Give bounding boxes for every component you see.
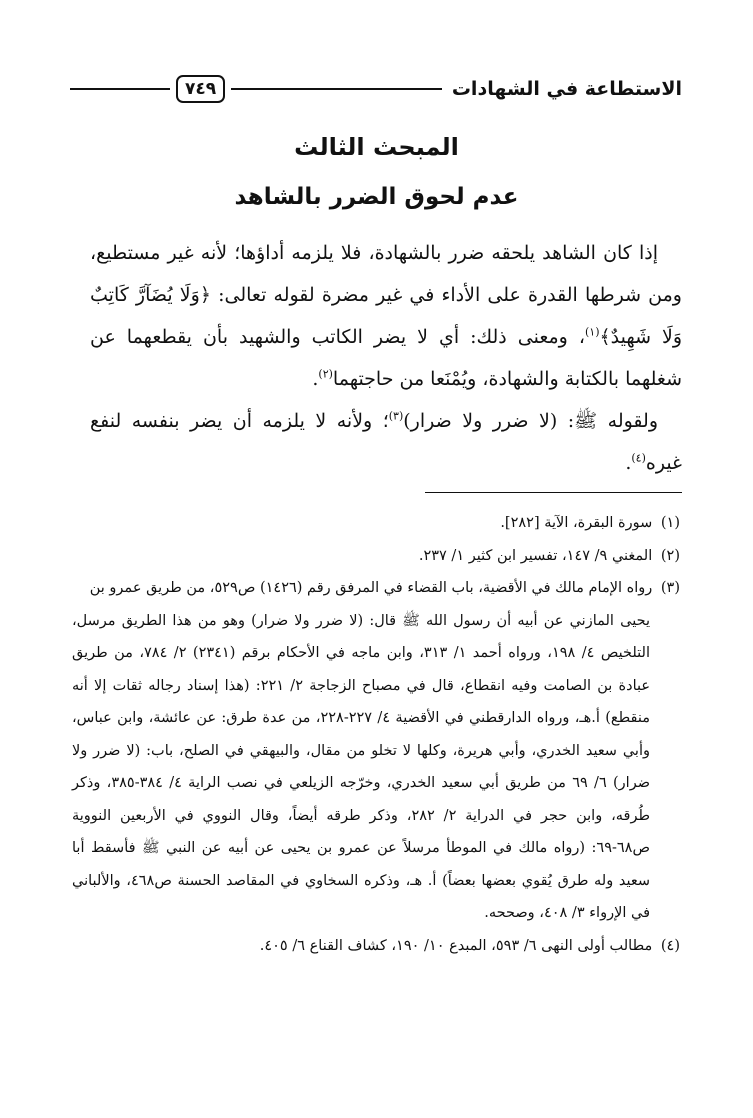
running-header: [70, 72, 682, 106]
section-title: المبحث الثالث: [294, 133, 459, 161]
paragraph-2-end: .: [625, 452, 632, 474]
footnote-ref-2: (٢): [318, 367, 333, 381]
header-rule-left: [70, 88, 170, 90]
footnote-text: مطالب أولى النهى ٦/ ٥٩٣، المبدع ١٠/ ١٩٠، كشاف القناع ٦/ ٤٠٥.: [259, 937, 653, 954]
paragraph-1-text-a: إذا كان الشاهد يلحقه ضرر بالشهادة، فلا يلزمه أداؤها؛ لأنه غير مستطيع، ومن شرطها القدرة على الأداء في غير مضرة لقوله تعالى: ﴿وَلَا يُضَآرَّ كَاتِبٌ وَلَا شَهِيدٌ﴾: [90, 242, 682, 348]
footnote-ref-3: (٣): [388, 409, 404, 423]
footnote-number: (٢): [660, 547, 680, 564]
footnote-3: [72, 572, 680, 930]
page-number: ٧٤٩: [176, 75, 225, 103]
footnote-text: المغني ٩/ ١٤٧، تفسير ابن كثير ١/ ٢٣٧.: [418, 547, 653, 564]
footnote-1: [72, 507, 680, 540]
body-text: [90, 232, 682, 484]
footnote-ref-4: (٤): [631, 451, 646, 465]
section-subtitle: عدم لحوق الضرر بالشاهد: [234, 184, 519, 210]
footnote-separator: [425, 492, 682, 493]
paragraph-1-end: .: [312, 368, 319, 390]
footnote-first-line: [72, 572, 680, 605]
header-rule-right: [231, 88, 442, 90]
footnote-4: [72, 930, 680, 963]
header-title: الاستطاعة في الشهادات: [451, 78, 682, 100]
footnote-ref-1: (١): [584, 325, 600, 339]
footnote-continuation: يحيى المازني عن أبيه أن رسول الله ﷺ قال: (لا ضرر ولا ضرار) وهو من هذا الطريق مرسل، التلخيص ٤/ ١٩٨، ورواه أحمد ١/ ٣١٣، وابن ماجه في الأحكام برقم (٢٣٤١) ٢/ ٧٨٤، من طريق عبادة بن الصامت وفيه انقطاع، قال في مصباح الزجاجة ٢/ ٢٢١: (هذا إسناد رجاله ثقات إلا أنه منقطع) أ.هـ، ورواه الدارقطني في الأقضية ٤/ ٢٢٧-٢٢٨، من عدة طرق: عن عائشة، وابن عباس، وأبي سعيد الخدري، وأبي هريرة، وكلها لا تخلو من مقال، والبيهقي في الصلح، باب: (لا ضرر ولا ضرار) ٦/ ٦٩ من طريق أبي سعيد الخدري، وخرّجه الزيلعي في نصب الراية ٤/ ٣٨٤-٣٨٥، وذكر طُرقه، وابن حجر في الدراية ٢/ ٢٨٢، وذكر طرقه أيضاً، وقال النووي في الأربعين النووية ص٦٨-٦٩: (رواه مالك في الموطأ مرسلاً عن عمرو بن يحيى عن أبيه عن النبي ﷺ فأسقط أبا سعيد وله طرق يُقوي بعضها بعضاً) أ. هـ، وذكره السخاوي في المقاصد الحسنة ص٤٦٨، والألباني في الإرواء ٣/ ٤٠٨، وصححه.: [72, 612, 651, 921]
paragraph-2: [90, 400, 682, 484]
footnote-number: (٤): [660, 937, 680, 954]
paragraph-1: [90, 232, 682, 400]
footnote-number: (١): [660, 515, 680, 531]
footnote-number: (٣): [660, 580, 680, 596]
footnote-2: [72, 540, 680, 573]
paragraph-2-text-b: ؛ ولأنه لا يلزمه أن يضر بنفسه لنفع غيره: [90, 410, 682, 474]
paragraph-2-text-a: ولقوله ﷺ: (لا ضرر ولا ضرار): [403, 410, 658, 432]
footnotes: [72, 507, 680, 962]
paragraph-1-text-b: ، ومعنى ذلك: أي لا يضر الكاتب والشهيد بأن يقطعهما عن شغلهما بالكتابة والشهادة، ويُمْنَعا من حاجتهما: [90, 326, 682, 390]
footnote-text: سورة البقرة، الآية [٢٨٢].: [500, 515, 653, 531]
footnote-text: رواه الإمام مالك في الأقضية، باب القضاء في المرفق رقم (١٤٢٦) ص٥٢٩، من طريق عمرو بن: [89, 580, 653, 596]
